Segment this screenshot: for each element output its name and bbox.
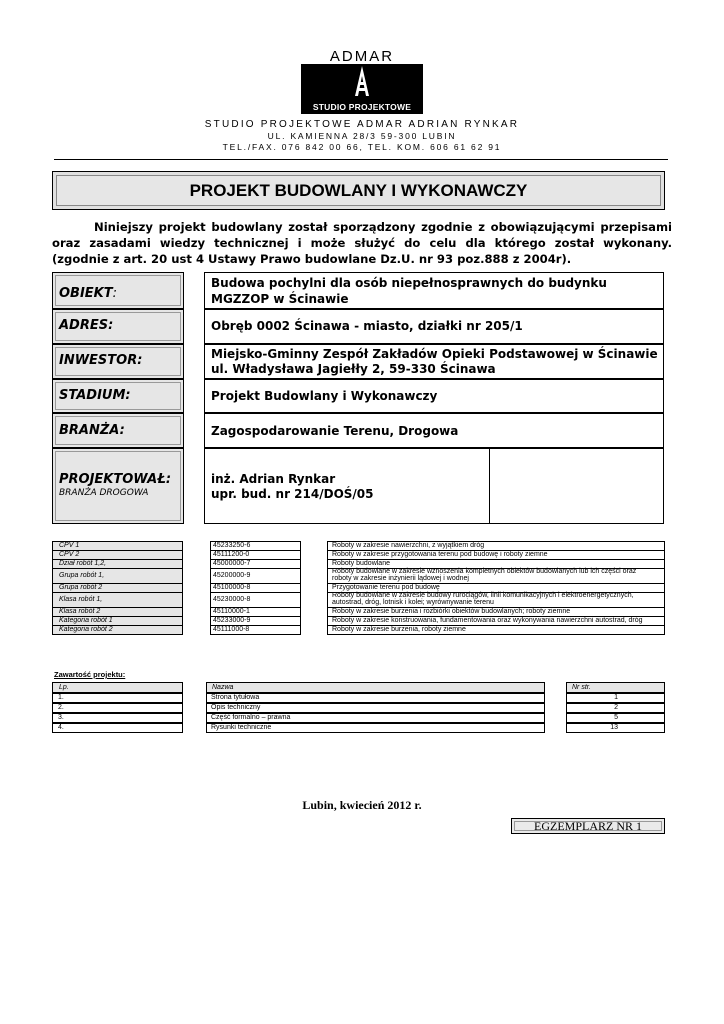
contents-lp-cell bbox=[52, 693, 183, 703]
copy-number: EGZEMPLARZ NR 1 bbox=[534, 819, 642, 833]
label-obiekt: OBIEKT: bbox=[59, 286, 118, 301]
label-adres: ADRES: bbox=[59, 318, 114, 333]
cpv-desc: Roboty budowlane bbox=[332, 559, 390, 567]
contents-lp: 1. bbox=[58, 694, 64, 701]
contents-head-name-cell bbox=[206, 682, 545, 693]
signature-cell bbox=[489, 448, 664, 524]
label-projektowal: PROJEKTOWAŁ: bbox=[59, 472, 172, 487]
cpv-code: 45233250-6 bbox=[213, 542, 251, 549]
contents-lp-cell bbox=[52, 703, 183, 713]
cpv-label: Kategoria robót 1 bbox=[59, 617, 113, 624]
document-title: PROJEKT BUDOWLANY I WYKONAWCZY bbox=[189, 181, 528, 200]
cpv-desc: Roboty w zakresie konstruowania, fundamentowania oraz wykonywania nawierzchni autostrad, dróg bbox=[332, 616, 643, 624]
contents-lp: 3. bbox=[58, 714, 64, 721]
cpv-desc: Roboty w zakresie nawierzchni, z wyjątkiem dróg bbox=[332, 541, 485, 549]
contents-name: Strona tytułowa bbox=[211, 694, 260, 701]
cpv-label: Klasa robót 1, bbox=[59, 596, 103, 603]
value-inwestor-line1: Miejsko-Gminny Zespół Zakładów Opieki Podstawowej w Ścinawie bbox=[211, 347, 658, 361]
label-stadium: STADIUM: bbox=[59, 388, 131, 403]
company-address: UL. KAMIENNA 28/3 59-300 LUBIN bbox=[267, 131, 457, 141]
cpv-desc: Roboty budowlane w zakresie budowy rurociągów, linii komunikacyjnych i elektroenergetycznych, bbox=[332, 592, 634, 599]
legal-statement: Niniejszy projekt budowlany został sporządzony zgodnie z obowiązującymi przepisami oraz zasadami wiedzy technicznej i może służyć do celu dla którego został wykonany. (zgodnie z art. 20 ust 4 Ustawy Prawo budowlane Dz.U. nr 93 poz.888 z 2004r). bbox=[52, 220, 672, 266]
cpv-desc: Przygotowanie terenu pod budowę bbox=[332, 583, 440, 591]
cpv-code: 45233000-9 bbox=[213, 617, 251, 624]
contents-lp-cell bbox=[52, 713, 183, 723]
contents-name: Rysunki techniczne bbox=[211, 724, 272, 731]
contents-lp: 4. bbox=[58, 724, 64, 731]
contents-head-name: Nazwa bbox=[212, 684, 234, 691]
logo-subtitle: STUDIO PROJEKTOWE bbox=[312, 102, 412, 112]
cpv-label: Grupa robót 1, bbox=[59, 572, 105, 579]
contents-nr: 5 bbox=[614, 714, 618, 721]
cpv-code: 45000000-7 bbox=[213, 560, 251, 567]
value-stadium: Projekt Budowlany i Wykonawczy bbox=[211, 389, 438, 403]
label-inwestor: INWESTOR: bbox=[59, 353, 143, 368]
cpv-label: CPV 2 bbox=[59, 551, 80, 558]
contents-head-lp-cell bbox=[52, 682, 183, 693]
value-branza: Zagospodarowanie Terenu, Drogowa bbox=[211, 424, 459, 438]
label-projektowal-branza: BRANŻA DROGOWA bbox=[59, 488, 149, 498]
place-date: Lubin, kwiecień 2012 r. bbox=[302, 798, 422, 812]
contents-name: Opis techniczny bbox=[211, 704, 261, 711]
cpv-desc-line2: autostrad, dróg, lotnisk i kolei; wyrównywanie terenu bbox=[332, 599, 494, 606]
cpv-desc: Roboty w zakresie burzenia, roboty ziemne bbox=[332, 625, 466, 633]
logo-brand: ADMAR bbox=[329, 48, 395, 65]
contents-nr: 2 bbox=[614, 704, 618, 711]
contents-lp-cell bbox=[52, 723, 183, 733]
cpv-desc-line2: roboty w zakresie inżynierii lądowej i wodnej bbox=[332, 575, 469, 582]
contents-nr: 13 bbox=[610, 724, 618, 731]
contents-lp: 2. bbox=[58, 704, 64, 711]
contents-header: Zawartość projektu: bbox=[54, 670, 126, 679]
contents-nr: 1 bbox=[614, 694, 618, 701]
cpv-code: 45110000-1 bbox=[213, 608, 250, 615]
cpv-code: 45111200-0 bbox=[213, 551, 250, 558]
cpv-label: Klasa robót 2 bbox=[59, 608, 101, 615]
cpv-code: 45200000-9 bbox=[213, 572, 251, 579]
cpv-code: 45230000-8 bbox=[213, 596, 251, 603]
cpv-desc: Roboty w zakresie przygotowania terenu pod budowę i roboty ziemne bbox=[332, 550, 548, 558]
contents-head-nr: Nr str. bbox=[572, 684, 591, 691]
cpv-desc: Roboty budowlane w zakresie wznoszenia kompletnych obiektów budowlanych lub ich części oraz bbox=[332, 568, 637, 575]
cpv-label: Kategoria robót 2 bbox=[59, 626, 113, 633]
cpv-code: 45111000-8 bbox=[213, 626, 250, 633]
cpv-label: Grupa robót 2 bbox=[59, 584, 103, 591]
header-divider bbox=[54, 159, 668, 160]
cpv-code: 45100000-8 bbox=[213, 584, 251, 591]
cpv-label: Dział robót 1,2, bbox=[59, 560, 107, 567]
value-projektowal-name: inż. Adrian Rynkar bbox=[211, 472, 336, 486]
contents-head-lp: Lp. bbox=[59, 684, 69, 691]
value-adres: Obręb 0002 Ścinawa - miasto, działki nr 205/1 bbox=[211, 319, 523, 333]
cpv-desc: Roboty w zakresie burzenia i rozbiórki obiektów budowlanych; roboty ziemne bbox=[332, 607, 571, 615]
label-branza: BRANŻA: bbox=[59, 423, 125, 438]
cpv-label: CPV 1 bbox=[59, 542, 80, 549]
company-phones: TEL./FAX. 076 842 00 66, TEL. KOM. 606 61 62 91 bbox=[222, 142, 502, 152]
contents-name: Część formalno – prawna bbox=[211, 714, 291, 721]
value-obiekt: Budowa pochylni dla osób niepełnosprawnych do budynku MGZZOP w Ścinawie bbox=[211, 276, 607, 306]
value-projektowal-licence: upr. bud. nr 214/DOŚ/05 bbox=[211, 487, 374, 501]
value-inwestor-line2: ul. Władysława Jagiełły 2, 59-330 Ścinawa bbox=[211, 362, 496, 376]
company-name: STUDIO PROJEKTOWE ADMAR ADRIAN RYNKAR bbox=[204, 119, 520, 130]
